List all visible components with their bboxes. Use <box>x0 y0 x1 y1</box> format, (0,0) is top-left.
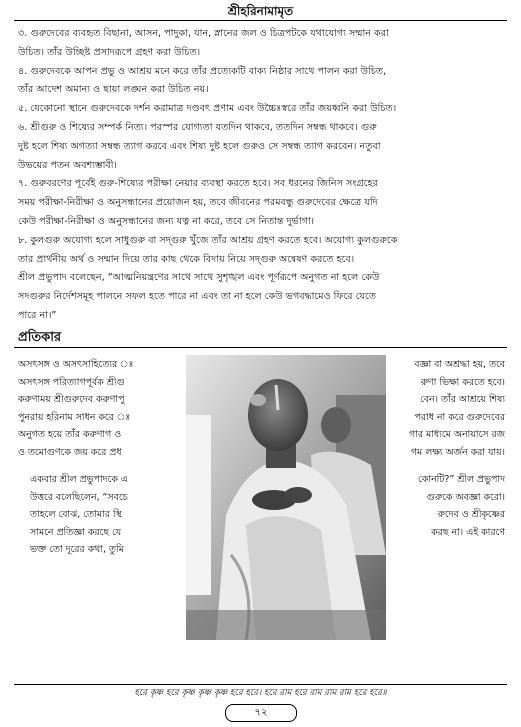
text-line: রুণা ভিক্ষা করতে হবে। <box>420 376 505 388</box>
text-line: রুদেব ও শ্রীকৃষ্ণের <box>437 509 505 520</box>
text-line: গম লক্ষ্য অর্জন করা যায়। <box>410 446 505 458</box>
prabhupada-photo <box>186 355 386 640</box>
text-line: গুরুকে অবজ্ঞা করো। <box>426 491 505 503</box>
text-line: তাঁর আদেশ অমান্য ও ছায়া লঙ্ঘন করা উচিত নয়। <box>18 84 209 96</box>
anecdote-left-column <box>30 471 128 559</box>
anecdote-right-column <box>418 471 505 541</box>
text-line: তার প্রার্থনীয় অর্থ ও সম্মান দিয়ে তার কাছ থেকে বিদায় নিয়ে সদ্গুরু অন্বেষণ করতে হবে। <box>18 253 355 265</box>
text-line: দুষ্ট হলে শিষ্য অগত্যা সম্বন্ধ ত্যাগ করবে এবং শিষ্য দুষ্ট হলে গুরুও সে সম্বন্ধ ত্যাগ করবেন। নতুবা <box>18 140 381 152</box>
text-line: ভক্ত তো দূরের কথা, তুমি <box>30 544 124 555</box>
text-line: অসৎসঙ্গ ও অসৎসাহিত্যের ঃ <box>18 359 134 370</box>
text-line: ৫. যেকোনো স্থানে গুরুদেবকে দর্শন করামাত্র দণ্ডবৎ প্রণাম এবং উচ্চৈঃস্বরে তাঁর জয়ধ্বনি করা উচিত। <box>18 103 397 115</box>
running-header-title: শ্রীহরিনামামৃত <box>227 4 294 18</box>
text-line: পুনরায় হরিনাম সাধন করে ঃ <box>18 411 131 423</box>
text-line: ৪. গুরুদেবকে আপন প্রভু ও আশ্রয় মনে করে তাঁর প্রত্যেকটি বাক্য নিষ্ঠার সাথে পালন করা উচিত, <box>18 65 387 77</box>
text-line: একবার শ্রীল প্রভুপাদকে এ <box>30 474 128 485</box>
text-line: ৮. কুলগুরু অযোগ্য হলে সাধুগুরু বা সদ্গুরু খুঁজে তাঁর আশ্রয় গ্রহণ করতে হবে। অযোগ্য কুলগুরুকে <box>18 234 398 246</box>
photo-illustration <box>186 355 386 640</box>
remedy-left-column <box>18 356 134 461</box>
text-line: শ্রীল প্রভুপাদ বলেছেন, “আত্মনিয়ন্ত্রণের সাথে সাথে সুশৃঙ্খল এবং পূর্ণরূপে অনুগত না হলে কেউ <box>18 272 380 284</box>
text-line: উত্তরে বলেছিলেন, “সবচে <box>30 491 128 503</box>
text-line: করুণাময় শ্রীগুরুদেব করুণাপু <box>18 394 125 405</box>
text-line: তাহলে বোঝ, তোমার স্থি <box>30 509 122 520</box>
section-rule <box>14 347 507 348</box>
guru-conduct-points <box>18 25 506 326</box>
footer-mantra: হরে কৃষ্ণ হরে কৃষ্ণ কৃষ্ণ কৃষ্ণ হরে হরে। হরে রাম হরে রাম রাম রাম হরে হরে॥ <box>134 688 387 698</box>
text-line: অসৎসঙ্গ পরিত্যাগপূর্বক শ্রীগু <box>18 376 125 388</box>
text-line: ৬. শ্রীগুরু ও শিষ্যের সম্পর্ক নিত্য। পরস্পর যোগ্যতা যতদিন থাকবে, ততদিন সম্বন্ধ থাকবে। গুরু <box>18 121 377 133</box>
text-line: অনুগত হয়ে তাঁর করুণাগ ও <box>18 429 122 440</box>
text-line: বেন। তাঁর আশ্রয়ে শিষ্য <box>420 394 505 405</box>
text-line: সময় পরীক্ষা-নিরীক্ষা ও অনুসন্ধানের প্রয়োজন হয়, তবে জীবনের পরমবন্ধু গুরুদেবের ক্ষেত্রে যদি <box>18 197 378 209</box>
text-line: পারে না।” <box>18 309 57 321</box>
section-heading: প্রতিকার <box>18 330 62 345</box>
text-line: গার মাধ্যমে অনায়াসে রজ <box>408 429 505 440</box>
text-line: সামনে প্রতিজ্ঞা করছে যে <box>30 526 122 538</box>
text-line: ৭. গুরুবরণের পূর্বেই গুরু-শিষ্যের পরীক্ষা নেয়ার ব্যবস্থা করতে হবে। সব ধরনের জিনিস সংগ্রহের <box>18 178 378 190</box>
text-line: সদগুরুর নির্দেশসমূহ পালনে সফল হতে পারে না এবং তা না হলে কেউ ভগবদ্ধামেও ফিরে যেতে <box>18 291 377 303</box>
text-line: কেউ পরীক্ষা-নিরীক্ষা ও অনুসন্ধানের জন্য যত্ন না করে, তবে সে নিতান্ত দুর্ভাগা। <box>18 215 315 227</box>
text-line: ৩. গুরুদেবের ব্যবহৃত বিছানা, আসন, পাদুকা, যান, স্নানের জল ও চিত্রপটকে যথাযোগ্য সম্মান করা <box>18 28 389 39</box>
text-line: বজ্ঞা বা অশ্রদ্ধা হয়, তবে <box>414 359 505 370</box>
header-rule <box>14 20 507 21</box>
remedy-right-column <box>409 356 505 461</box>
page-number: ৭২ <box>225 704 297 722</box>
text-line: পরাধ না করে গুরুদেবের <box>414 411 505 423</box>
text-line: কোনটি?” শ্রীল প্রভুপাদ <box>418 474 505 485</box>
footer-rule <box>14 684 507 685</box>
text-line: ও তমোগুণকে জয় করে প্রধ <box>18 446 122 458</box>
text-line: উভয়ের পতন অবশ্যম্ভাবী। <box>18 159 117 171</box>
text-line: করছ না। এই কারণে <box>431 526 505 538</box>
text-line: উচিত। তাঁর উচ্ছিষ্ট প্রসাদরূপে গ্রহণ করা উচিত। <box>18 46 201 58</box>
